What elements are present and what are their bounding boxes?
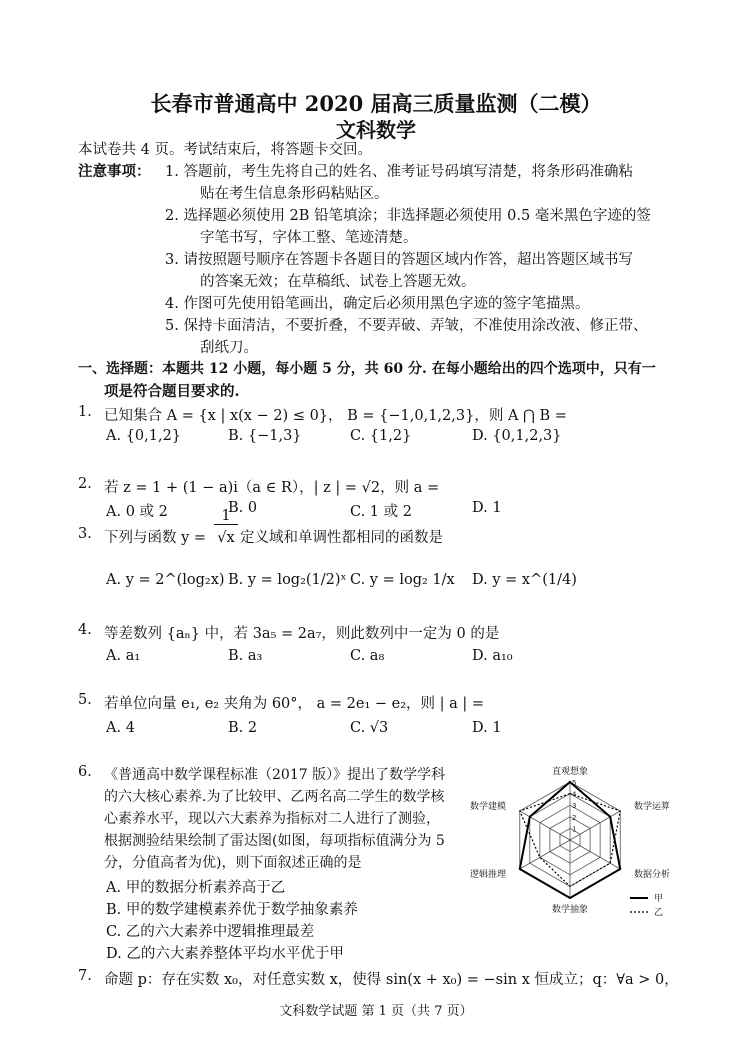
- question-number: 1.: [78, 404, 92, 420]
- option-b: B. y = log₂(1/2)ˣ: [228, 572, 347, 588]
- radar-tick-label: 5: [572, 779, 577, 787]
- exam-intro: 本试卷共 4 页。考试结束后，将答题卡交回。: [78, 142, 372, 158]
- option-a: A. 甲的数据分析素养高于乙: [106, 880, 286, 896]
- option-c: C. 1 或 2: [350, 504, 412, 520]
- note-line: 字笔书写，字体工整、笔迹清楚。: [200, 230, 418, 246]
- question-line: 根据测验结果绘制了雷达图(如图，每项指标值满分为 5: [104, 833, 445, 849]
- option-d: D. 1: [472, 500, 502, 516]
- radar-tick-label: 1: [572, 825, 577, 834]
- note-line: 贴在考生信息条形码粘贴区。: [200, 186, 389, 202]
- option-c: C. 乙的六大素养中逻辑推理最差: [106, 924, 315, 940]
- option-c: C. {1,2}: [350, 428, 412, 444]
- option-d: D. 1: [472, 720, 502, 736]
- question-line: 心素养水平，现以六大素养为指标对二人进行了测验，: [104, 811, 440, 827]
- note-line: 4. 作图可先使用铅笔画出，确定后必须用黑色字迹的签字笔描黑。: [165, 296, 590, 312]
- question-number: 2.: [78, 476, 92, 492]
- question-stem-pre: 下列与函数 y =: [104, 530, 207, 546]
- page-footer: 文科数学试题 第 1 页（共 7 页）: [279, 1004, 473, 1019]
- option-c: C. √3: [350, 720, 389, 736]
- note-line: 3. 请按照题号顺序在答题卡各题目的答题区域内作答，超出答题区域书写: [165, 252, 633, 268]
- option-a: A. y = 2^(log₂x): [106, 572, 225, 588]
- radar-axis-label: 数学抽象: [551, 905, 589, 915]
- radar-chart: [470, 760, 700, 930]
- question-stem: 若单位向量 e₁, e₂ 夹角为 60°， a = 2e₁ − e₂，则 | a | =: [104, 696, 485, 712]
- question-number: 4.: [78, 622, 92, 638]
- note-line: 的答案无效；在草稿纸、试卷上答题无效。: [200, 274, 476, 290]
- option-b: B. {−1,3}: [228, 428, 302, 444]
- option-a: A. a₁: [106, 648, 141, 664]
- fraction-denominator: √x: [217, 530, 235, 546]
- option-d: D. 乙的六大素养整体平均水平优于甲: [106, 946, 344, 962]
- radar-tick-label: 4: [572, 790, 577, 799]
- radar-axis-line: [520, 840, 570, 869]
- notes-label: 注意事项：: [78, 163, 151, 180]
- fraction-numerator: 1: [214, 508, 238, 525]
- option-a: A. 0 或 2: [106, 504, 168, 520]
- option-b: B. 0: [228, 500, 258, 516]
- question-line: 分，分值高者为优)，则下面叙述正确的是: [104, 855, 362, 871]
- radar-tick-label: 3: [572, 802, 577, 811]
- note-line: 5. 保持卡面清洁，不要折叠，不要弄破、弄皱，不准使用涂改液、修正带、: [165, 318, 648, 334]
- option-b: B. 2: [228, 720, 258, 736]
- note-line: 刮纸刀。: [200, 340, 258, 356]
- question-stem: 等差数列 {aₙ} 中，若 3a₅ = 2a₇，则此数列中一定为 0 的是: [104, 626, 500, 642]
- exam-title: 长春市普通高中 2020 届高三质量监测（二模）: [150, 91, 602, 116]
- question-line: 的六大核心素养.为了比较甲、乙两名高二学生的数学核: [104, 789, 445, 805]
- question-number: 6.: [78, 764, 92, 780]
- section-heading-cont: 项是符合题目要求的.: [104, 383, 240, 400]
- radar-axis-label: 逻辑推理: [470, 870, 506, 880]
- exam-subtitle: 文科数学: [336, 118, 416, 142]
- option-b: B. 甲的数学建模素养优于数学抽象素养: [106, 902, 358, 918]
- option-b: B. a₃: [228, 648, 263, 664]
- radar-axis-label: 直观想象: [551, 767, 589, 777]
- legend-label-yi: 乙: [654, 908, 664, 918]
- option-a: A. {0,1,2}: [106, 428, 182, 444]
- option-d: D. a₁₀: [472, 648, 513, 664]
- question-stem-post: 定义域和单调性都相同的函数是: [240, 530, 443, 546]
- option-c: C. y = log₂ 1/x: [350, 572, 455, 588]
- note-line: 1. 答题前，考生先将自己的姓名、准考证号码填写清楚，将条形码准确粘: [165, 164, 633, 180]
- radar-axis-line: [570, 840, 620, 869]
- radar-axis-label: 数学建模: [470, 802, 506, 812]
- legend-label-jia: 甲: [654, 894, 664, 904]
- question-stem: 已知集合 A = {x | x(x − 2) ≤ 0}， B = {−1,0,1,2,3}，则 A ⋂ B =: [104, 408, 567, 424]
- option-d: D. {0,1,2,3}: [472, 428, 562, 444]
- section-heading: 一、选择题：本题共 12 小题，每小题 5 分，共 60 分. 在每小题给出的四个选项中，只有一: [78, 361, 656, 377]
- radar-axis-label: 数据分析: [634, 870, 671, 880]
- question-stem: 若 z = 1 + (1 − a)i（a ∈ R），| z | = √2，则 a =: [104, 480, 440, 496]
- question-stem: 命题 p：存在实数 x₀，对任意实数 x，使得 sin(x + x₀) = −sin x 恒成立；q：∀a > 0，: [104, 972, 679, 988]
- radar-axis-label: 数学运算: [634, 802, 671, 812]
- question-number: 7.: [78, 968, 92, 984]
- note-line: 2. 选择题必须使用 2B 铅笔填涂；非选择题必须使用 0.5 毫米黑色字迹的签: [165, 208, 651, 224]
- question-number: 3.: [78, 526, 92, 542]
- option-d: D. y = x^(1/4): [472, 572, 577, 588]
- option-a: A. 4: [106, 720, 135, 736]
- question-line: 《普通高中数学课程标准（2017 版）》提出了数学学科: [104, 767, 446, 783]
- radar-tick-label: 2: [572, 813, 577, 822]
- question-number: 5.: [78, 692, 92, 708]
- option-c: C. a₈: [350, 648, 385, 664]
